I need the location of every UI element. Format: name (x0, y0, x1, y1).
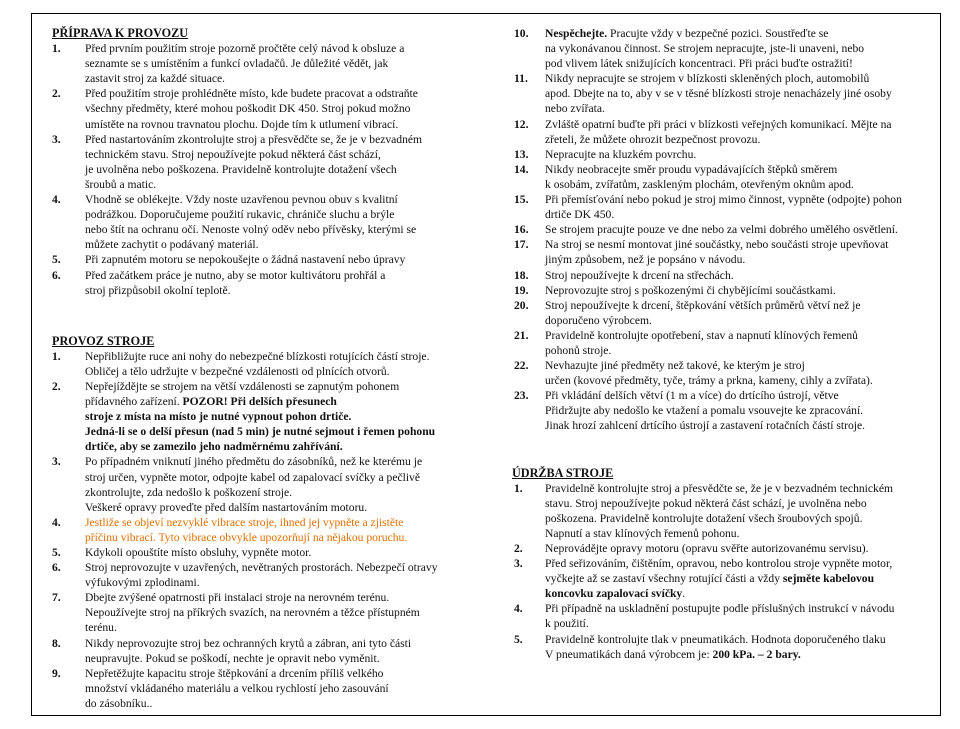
bold-lead: Nespěchejte. (545, 27, 608, 40)
item-text: množství vkládaného materiálu a velkou rychlostí jeho zasouvání (85, 681, 389, 695)
item-text: Pravidelně kontrolujte opotřebení, stav a napnutí klínových řemenů (545, 328, 858, 342)
item-text: k osobám, zvířatům, zaskleným plochám, otevřeným oknům apod. (545, 177, 854, 191)
operation-item-3 (52, 590, 497, 635)
item-text: Nepřibližujte ruce ani nohy do nebezpečné blízkosti rotujících částí stroje. (85, 349, 430, 363)
item-number: 4. (514, 602, 523, 616)
operation-item-4 (52, 515, 497, 545)
vibration-warning-text: Jestliže se objeví nezvyklé vibrace stroje, ihned jej vypněte a zjistěte (85, 515, 404, 529)
item-text: Kdykoli opouštíte místo obsluhy, vypněte motor. (85, 546, 312, 559)
item-number: 3. (514, 557, 523, 571)
item-text: Se strojem pracujte pouze ve dne nebo za velmi dobrého umělého osvětlení. (545, 223, 898, 237)
item-number: 11. (514, 72, 528, 86)
item-text: nebo zvířata. (545, 102, 605, 116)
item-number: 1. (52, 42, 61, 56)
preparation-item-1 (52, 41, 497, 86)
item-number: 12. (514, 117, 529, 131)
vibration-warning-text: příčinu vibrací. Tyto vibrace obvykle upozorňují na nějakou poruchu. (85, 530, 408, 544)
item-number: 5. (52, 546, 61, 559)
item-number: 20. (514, 298, 529, 312)
item-text: podrážkou. Doporučujeme použití rukavic, chrániče sluchu a brýle (85, 208, 395, 222)
item-text: zkontrolujte, zda nedošlo k poškození stroje. (85, 485, 293, 499)
item-text: je uvolněna nebo poškozena. Pravidelně kontrolujte dotažení všech (85, 162, 397, 176)
pressure-value: 200 kPa. – 2 bary. (712, 647, 801, 661)
maintenance-item-3 (512, 556, 942, 601)
operation-item-2 (52, 379, 497, 454)
item-text: Při přemísťování nebo pokud je stroj mimo činnost, vypněte (odpojte) pohon (545, 193, 902, 207)
safety-rule-5 (512, 162, 942, 192)
item-text: Při vkládání delších větví (1 m a více) do drtícího ústrojí, větve (545, 389, 839, 403)
item-text: do zásobníku.. (85, 696, 153, 710)
item-number: 2. (52, 379, 61, 393)
item-text-part: vyčkejte až se zastaví všechny rotující části a vždy (545, 572, 783, 586)
item-text: jiným způsobem, než je popsáno v návodu. (545, 253, 746, 267)
item-number: 19. (514, 283, 529, 297)
warning-text: stroje z místa na místo je nutné vypnout pohon drtiče. (85, 410, 352, 424)
item-number: 22. (514, 359, 529, 373)
warning-text: Jedná-li se o delší přesun (nad 5 min) je nutné sejmout i řemen pohonu (85, 425, 436, 439)
bold-text: sejměte kabelovou (782, 572, 875, 586)
maintenance-item-2 (512, 541, 942, 556)
safety-rule-10 (512, 283, 942, 298)
item-text: Před začátkem práce je nutno, aby se motor kultivátoru prohřál a (85, 268, 386, 282)
item-text: Nikdy nepracujte se strojem v blízkosti skleněných ploch, automobilů (545, 72, 870, 86)
item-number: 10. (514, 27, 529, 40)
item-number: 2. (52, 87, 61, 101)
item-text: Veškeré opravy proveďte před dalším nastartováním motoru. (85, 500, 368, 514)
item-text: Jinak hrozí zahlcení drtícího ústrojí a zastavení rotačních částí stroje. (545, 419, 865, 433)
operation-item-3 (52, 454, 497, 514)
item-text: Nevhazujte jiné předměty než takové, ke kterým je stroj (545, 359, 805, 373)
operation-item-4 (52, 636, 497, 666)
item-number: 8. (52, 636, 61, 650)
item-text: můžete zachytit o podávaný materiál. (85, 238, 259, 252)
item-text: k použití. (545, 617, 589, 631)
safety-rule-4 (512, 147, 942, 162)
item-text: Nepřejíždějte se strojem na větší vzdálenosti se zapnutým pohonem (85, 379, 400, 393)
item-text: pohonů stroje. (545, 343, 612, 357)
item-text: Při případně na uskladnění postupujte podle příslušných instrukcí v návodu (545, 602, 895, 616)
item-number: 5. (514, 632, 523, 646)
safety-rule-14 (512, 388, 942, 433)
safety-rule-6 (512, 192, 942, 222)
item-number: 5. (52, 253, 61, 267)
item-text: Stroj nepoužívejte k drcení, štěpkování větších průměrů větví než je (545, 298, 861, 312)
item-text: technickém stavu. Stroj nepoužívejte pokud některá část schází, (85, 147, 381, 161)
item-number: 1. (514, 481, 523, 495)
right-column (512, 26, 942, 662)
safety-rule-1 (512, 26, 942, 71)
item-text: apod. Dbejte na to, aby v se v těsné blízkosti stroje nenacházely jiné osoby (545, 87, 892, 101)
item-text (545, 647, 942, 662)
item-text: Stroj neprovozujte v uzavřených, nevětraných prostorách. Nebezpečí otravy (85, 561, 438, 575)
item-text: seznamte se s umístěním a funkcí ovladačů. Je důležité vědět, jak (85, 57, 389, 71)
item-text: Po případném vniknutí jiného předmětu do zásobníků, než ke kterému je (85, 455, 423, 469)
item-text: Napnutí a stav klínových řemenů pohonu. (545, 526, 740, 540)
item-text: Pravidelně kontrolujte stroj a přesvědčte se, že je v bezvadném technickém (545, 481, 893, 495)
operation-item-5 (52, 666, 497, 711)
item-text: Zvláště opatrní buďte při práci v blízkosti veřejných komunikací. Mějte na (545, 117, 892, 131)
item-text: na vykonávanou činnost. Se strojem nepracujte, jste-li unaveni, nebo (545, 42, 865, 56)
item-number: 15. (514, 193, 529, 207)
safety-rule-12 (512, 328, 942, 358)
item-text: Obličej a tělo udržujte v bezpečné vzdálenosti od plnících otvorů. (85, 364, 390, 378)
item-text: drtiče DK 450. (545, 208, 615, 222)
safety-rule-2 (512, 71, 942, 116)
safety-rule-9 (512, 268, 942, 283)
item-number: 23. (514, 389, 529, 403)
item-number: 13. (514, 147, 529, 161)
item-text: Pravidelně kontrolujte tlak v pneumatikách. Hodnota doporučeného tlaku (545, 632, 886, 646)
item-number: 4. (52, 515, 61, 529)
item-text: stroj určen, vypněte motor, odpojte kabel od zapalovací svíčky a pečlivě (85, 470, 420, 484)
item-number: 18. (514, 268, 529, 282)
item-text: pod vlivem látek snižujících koncentraci. Při práci buďte ostražití! (545, 57, 853, 71)
item-text: Nepřetěžujte kapacitu stroje štěpkování a drcením příliš velkého (85, 666, 384, 680)
item-text: stroj přizpůsobil okolní teplotě. (85, 283, 231, 297)
item-text: neupravujte. Pokud se poškodí, nechte je opravit nebo vyměnit. (85, 651, 380, 665)
item-text: šroubů a matic. (85, 177, 157, 191)
item-text: Na stroj se nesmí montovat jiné součástky, nebo součásti stroje upevňovat (545, 238, 889, 252)
item-text: Nikdy neobracejte směr proudu vypadávajících štěpků směrem (545, 162, 838, 176)
item-number: 21. (514, 328, 529, 342)
heading-maintenance: ÚDRŽBA STROJE (512, 465, 614, 480)
item-text: terénu. (85, 621, 117, 635)
maintenance-item-1 (512, 481, 942, 541)
item-text (545, 586, 942, 601)
item-text: nebo štít na ochranu očí. Nenoste volný oděv nebo přívěsky, kterými se (85, 223, 417, 237)
item-text-part: Pracujte vždy v bezpečné pozici. Soustřeďte se (607, 27, 829, 40)
item-text-part: V pneumatikách daná výrobcem je: (545, 647, 713, 661)
item-number: 3. (52, 132, 61, 146)
item-text: Před použitím stroje prohlédněte místo, kde budete pracovat a odstraňte (85, 87, 418, 101)
item-number: 6. (52, 268, 61, 282)
operation-item-2 (52, 560, 497, 590)
item-text: Nepracujte na kluzkém povrchu. (545, 147, 697, 161)
safety-rule-8 (512, 237, 942, 267)
item-text: Při zapnutém motoru se nepokoušejte o žádná nastavení nebo úpravy (85, 253, 406, 267)
item-text (545, 26, 942, 41)
item-number: 4. (52, 193, 61, 207)
safety-rule-13 (512, 358, 942, 388)
safety-rule-11 (512, 298, 942, 328)
item-text (85, 394, 497, 409)
item-text (545, 571, 942, 586)
preparation-list (52, 41, 497, 298)
item-text: Nikdy neprovozujte stroj bez ochranných krytů a zábran, ani tyto části (85, 636, 412, 650)
safety-rule-3 (512, 117, 942, 147)
safety-rules-list (512, 26, 942, 434)
item-number: 16. (514, 223, 529, 237)
item-text: Vhodně se oblékejte. Vždy noste uzavřenou pevnou obuv s kvalitní (85, 193, 398, 207)
item-number: 9. (52, 666, 61, 680)
item-number: 2. (514, 542, 523, 555)
maintenance-list (512, 481, 942, 556)
item-text: všechny předměty, které mohou poškodit DK 450. Stroj pokud možno (85, 102, 411, 116)
preparation-item-4 (52, 192, 497, 252)
warning-text: POZOR! Při delších přesunech (182, 395, 337, 409)
item-text-part: . (682, 587, 686, 601)
item-text: Neprovozujte stroj s poškozenými či chybějícími součástkami. (545, 283, 836, 297)
item-text: umístěte na rovnou travnatou plochu. Dojde tím k utlumení vibrací. (85, 117, 399, 131)
page-frame (31, 13, 941, 716)
item-number: 6. (52, 561, 61, 575)
safety-rule-7 (512, 222, 942, 237)
item-text: zřeteli, že můžete ohrozit bezpečnost provozu. (545, 132, 761, 146)
item-number: 14. (514, 162, 529, 176)
item-number: 7. (52, 591, 61, 605)
item-text: Neprovádějte opravy motoru (opravu svěřte autorizovanému servisu). (545, 542, 869, 555)
item-text: Dbejte zvýšené opatrnosti při instalaci stroje na nerovném terénu. (85, 591, 390, 605)
item-text: Přidržujte aby nedošlo ke vtažení a pomalu vsouvejte ke zpracování. (545, 404, 864, 418)
item-text: doporučeno výrobcem. (545, 313, 652, 327)
maintenance-item-4-1 (512, 601, 942, 631)
item-text: stavu. Stroj nepoužívejte pokud některá část schází, je uvolněna nebo (545, 496, 867, 510)
warning-text: drtiče, aby se zamezilo jeho nadměrnému zahřívání. (85, 440, 343, 454)
item-text-part: přídavného zařízení. (85, 395, 183, 409)
item-text: Před nastartováním zkontrolujte stroj a přesvědčte se, že je v bezvadném (85, 132, 423, 146)
preparation-item-5 (52, 252, 497, 267)
item-number: 1. (52, 349, 61, 363)
preparation-item-2 (52, 86, 497, 131)
item-text: poškozena. Pravidelně kontrolujte dotažení všech šroubových spojů. (545, 511, 863, 525)
item-text: výfukovými zplodinami. (85, 576, 200, 590)
item-text: určen (kovové předměty, tyče, trámy a prkna, kameny, cihly a zvířata). (545, 374, 873, 388)
item-number: 17. (514, 238, 529, 252)
item-number: 3. (52, 455, 61, 469)
maintenance-list-continued (512, 601, 942, 631)
heading-operation: PROVOZ STROJE (52, 333, 155, 348)
preparation-item-6 (52, 268, 497, 298)
operation-item-1 (52, 349, 497, 379)
heading-preparation: PŘÍPRAVA K PROVOZU (52, 26, 189, 40)
item-text: Stroj nepoužívejte k drcení na střechách. (545, 268, 734, 282)
maintenance-item-5 (512, 632, 942, 662)
item-text: Před prvním použitím stroje pozorně pročtěte celý návod k obsluze a (85, 42, 405, 56)
operation-item-1 (52, 545, 497, 560)
left-column (52, 26, 497, 711)
operation-list (52, 545, 497, 711)
item-text: Nepoužívejte stroj na příkrých svazích, na nerovném a těžce přístupném (85, 606, 420, 620)
bold-text: koncovku zapalovací svíčky (545, 587, 683, 601)
item-text: zastavit stroj za každé situace. (85, 72, 226, 86)
preparation-item-3 (52, 132, 497, 192)
item-text: Před seřizováním, čištěním, opravou, nebo kontrolou stroje vypněte motor, (545, 557, 893, 571)
